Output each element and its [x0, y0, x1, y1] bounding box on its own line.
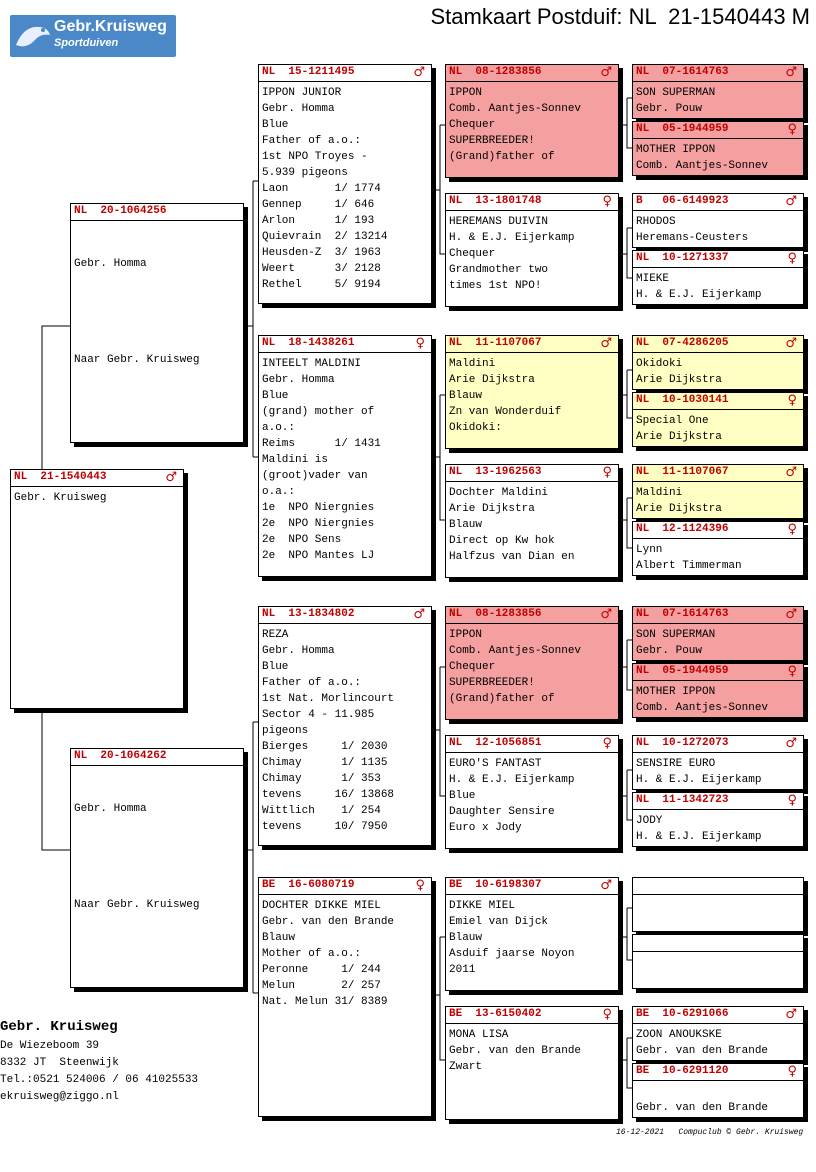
card-line: Blue	[262, 119, 289, 131]
card-line: Blauw	[262, 932, 296, 944]
card-line: IPPON JUNIOR	[262, 87, 342, 99]
card-line: Wittlich 1/ 254	[262, 805, 381, 817]
footer-credit: 16-12-2021 Compuclub © Gebr. Kruisweg	[616, 1128, 804, 1137]
ring-number: NL 11-1107067	[636, 466, 729, 478]
ring-number: NL 13-1801748	[449, 195, 542, 207]
card-line: MOTHER IPPON	[636, 144, 716, 156]
card-line: H. & E.J. Eijerkamp	[449, 232, 575, 244]
ring-number: NL 08-1283856	[449, 608, 542, 620]
card-line: Heusden-Z 3/ 1963	[262, 247, 381, 259]
logo-line1: Gebr.Kruisweg	[54, 18, 167, 35]
card-line: SUPERBREEDER!	[449, 135, 535, 147]
pigeon-card-ggg14[interactable]	[632, 934, 804, 989]
logo-line2: Sportduiven	[54, 37, 119, 49]
card-line: Quievrain 2/ 13214	[262, 231, 388, 243]
pigeon-card-ggg16[interactable]	[632, 1063, 804, 1118]
card-line: Special One	[636, 415, 709, 427]
card-line: (Grand)father of	[449, 151, 555, 163]
card-line: Peronne 1/ 244	[262, 964, 381, 976]
sex-symbol: ♂	[413, 65, 425, 80]
pigeon-card-g1[interactable]	[258, 64, 432, 304]
pigeon-card-ggg11[interactable]	[632, 735, 804, 790]
sex-symbol: ♂	[600, 336, 612, 351]
card-line: (grand) mother of	[262, 406, 375, 418]
card-line: INTEELT MALDINI	[262, 358, 362, 370]
card-line: JODY	[636, 815, 663, 827]
card-line: SON SUPERMAN	[636, 629, 716, 641]
card-line: Gebr. van den Brande	[449, 1045, 582, 1057]
ring-number: NL 13-1834802	[262, 608, 355, 620]
card-line: Nat. Melun 31/ 8389	[262, 996, 388, 1008]
card-line: SENSIRE EURO	[636, 758, 716, 770]
sex-symbol: ♂	[785, 607, 797, 622]
card-line: Maldini is	[262, 454, 329, 466]
card-line: DOCHTER DIKKE MIEL	[262, 900, 381, 912]
sex-symbol: ♂	[785, 465, 797, 480]
card-line: Arie Dijkstra	[449, 503, 535, 515]
pigeon-card-gg1[interactable]	[445, 64, 619, 178]
pigeon-card-gg3[interactable]	[445, 335, 619, 449]
card-line: H. & E.J. Eijerkamp	[636, 831, 762, 843]
pigeon-card-ggg6[interactable]	[632, 392, 804, 447]
card-line: Maldini	[636, 487, 683, 499]
sex-symbol: ♂	[785, 736, 797, 751]
card-line: a.o.:	[262, 422, 296, 434]
card-line: 2e NPO Niergnies	[262, 518, 375, 530]
card-line: Gennep 1/ 646	[262, 199, 375, 211]
card-line: pigeons	[262, 725, 309, 737]
card-line	[74, 849, 240, 865]
card-line	[74, 304, 240, 320]
owner-block	[0, 1019, 198, 1106]
pigeon-card-father[interactable]	[70, 203, 244, 443]
card-line: MOTHER IPPON	[636, 686, 716, 698]
pigeon-card-ggg3[interactable]	[632, 193, 804, 248]
pigeon-card-ggg9[interactable]	[632, 606, 804, 661]
sex-symbol: ♂	[600, 878, 612, 893]
card-line: Comb. Aantjes-Sonnev	[636, 160, 769, 172]
ring-number: NL 11-1107067	[449, 337, 542, 349]
card-line: Maldini	[449, 358, 496, 370]
card-line: 2e NPO Sens	[262, 534, 342, 546]
pigeon-card-ggg10[interactable]	[632, 663, 804, 718]
card-line: 2011	[449, 964, 476, 976]
pigeon-card-gg8[interactable]	[445, 1006, 619, 1120]
card-line	[636, 1084, 800, 1100]
pigeon-card-mother[interactable]	[70, 748, 244, 988]
card-line: Lynn	[636, 544, 663, 556]
pigeon-card-g3[interactable]	[258, 606, 432, 846]
card-line: REZA	[262, 629, 289, 641]
sex-symbol: ♂	[600, 65, 612, 80]
card-line: H. & E.J. Eijerkamp	[636, 289, 762, 301]
pigeon-card-ggg13[interactable]	[632, 877, 804, 932]
card-line: o.a.:	[262, 486, 296, 498]
pigeon-card-g2[interactable]	[258, 335, 432, 577]
card-line: (groot)vader van	[262, 470, 368, 482]
card-line: Zn van Wonderduif	[449, 406, 562, 418]
card-line: Blue	[449, 790, 476, 802]
card-line: IPPON	[449, 629, 483, 641]
sex-symbol: ♀	[415, 336, 425, 351]
card-line: Blue	[262, 661, 289, 673]
owner-phone: Tel.:0521 524006 / 06 41025533	[0, 1074, 199, 1086]
pigeon-card-ggg2[interactable]	[632, 121, 804, 176]
ring-number: NL 05-1944959	[636, 665, 729, 677]
owner-address-line1: De Wiezeboom 39	[0, 1040, 100, 1052]
pigeon-card-gg7[interactable]	[445, 877, 619, 991]
sex-symbol: ♀	[787, 393, 797, 408]
ring-number: NL 12-1056851	[449, 737, 542, 749]
sex-symbol: ♀	[787, 122, 797, 137]
card-line: Gebr. Pouw	[636, 103, 703, 115]
pigeon-card-g4[interactable]	[258, 877, 432, 1117]
card-line: Mother of a.o.:	[262, 948, 362, 960]
card-line: Weert 3/ 2128	[262, 263, 381, 275]
pigeon-card-gg6[interactable]	[445, 735, 619, 849]
sex-symbol: ♀	[602, 194, 612, 209]
card-line: HEREMANS DUIVIN	[449, 216, 549, 228]
ring-number: NL 07-1614763	[636, 608, 729, 620]
card-line: SON SUPERMAN	[636, 87, 716, 99]
card-line: Direct op Kw hok	[449, 535, 555, 547]
card-line: SUPERBREEDER!	[449, 677, 535, 689]
card-line: Blauw	[449, 390, 483, 402]
sex-symbol: ♂	[165, 470, 177, 485]
ring-number: NL 07-1614763	[636, 66, 729, 78]
card-line: Gebr. Homma	[262, 645, 335, 657]
card-line: Dochter Maldini	[449, 487, 549, 499]
sex-symbol: ♀	[602, 1007, 612, 1022]
pigeon-card-gg5[interactable]	[445, 606, 619, 720]
card-line: Chequer	[449, 661, 496, 673]
card-line: 2e NPO Mantes LJ	[262, 550, 375, 562]
card-line: Comb. Aantjes-Sonnev	[636, 702, 769, 714]
sex-symbol: ♂	[600, 607, 612, 622]
pigeon-card-subject[interactable]	[10, 469, 184, 709]
ring-number: NL 12-1124396	[636, 523, 729, 535]
sex-symbol: ♀	[787, 793, 797, 808]
card-line: 1st NPO Troyes -	[262, 151, 368, 163]
ring-number: NL 07-4286205	[636, 337, 729, 349]
owner-name: Gebr. Kruisweg	[0, 1019, 118, 1035]
card-line: Arie Dijkstra	[636, 374, 722, 386]
card-line: Chimay 1/ 1135	[262, 757, 388, 769]
ring-number: NL 20-1064262	[74, 750, 167, 762]
card-line: tevens 16/ 13868	[262, 789, 395, 801]
pigeon-card-ggg7[interactable]	[632, 464, 804, 519]
card-line: MIEKE	[636, 273, 670, 285]
ring-number: NL 10-1271337	[636, 252, 729, 264]
owner-email: ekruisweg@ziggo.nl	[0, 1091, 119, 1103]
card-line: Okidoki:	[449, 422, 502, 434]
card-line: Naar Gebr. Kruisweg	[74, 899, 200, 911]
pigeon-card-ggg4[interactable]	[632, 250, 804, 305]
card-line: Arie Dijkstra	[636, 503, 722, 515]
card-line: Bierges 1/ 2030	[262, 741, 388, 753]
card-line: Arie Dijkstra	[449, 374, 535, 386]
ring-number: NL 05-1944959	[636, 123, 729, 135]
card-line: Zwart	[449, 1061, 483, 1073]
card-line: times 1st NPO!	[449, 280, 542, 292]
card-line: Okidoki	[636, 358, 683, 370]
card-line: Grandmother two	[449, 264, 549, 276]
card-line: Gebr. Homma	[262, 103, 335, 115]
ring-number: NL 08-1283856	[449, 66, 542, 78]
card-line: ZOON ANOUKSKE	[636, 1029, 722, 1041]
card-line: EURO'S FANTAST	[449, 758, 542, 770]
card-line: Blauw	[449, 932, 483, 944]
ring-number: B 06-6149923	[636, 195, 729, 207]
card-line: Gebr. van den Brande	[262, 916, 395, 928]
card-line: Reims 1/ 1431	[262, 438, 381, 450]
card-line: Arlon 1/ 193	[262, 215, 375, 227]
card-line: Blue	[262, 390, 289, 402]
card-line: Gebr. Homma	[74, 258, 147, 270]
sex-symbol: ♂	[785, 1007, 797, 1022]
sex-symbol: ♀	[415, 878, 425, 893]
card-line: Chequer	[449, 248, 496, 260]
ring-number: NL 13-1962563	[449, 466, 542, 478]
ring-number: BE 10-6291120	[636, 1065, 729, 1077]
pigeon-card-gg2[interactable]	[445, 193, 619, 307]
sex-symbol: ♀	[787, 1064, 797, 1079]
ring-number: BE 10-6198307	[449, 879, 542, 891]
card-line: Asduif jaarse Noyon	[449, 948, 575, 960]
ring-number: NL 10-1272073	[636, 737, 729, 749]
card-line: Father of a.o.:	[262, 677, 362, 689]
pigeon-card-ggg12[interactable]	[632, 792, 804, 847]
card-line: Naar Gebr. Kruisweg	[74, 354, 200, 366]
pigeon-card-gg4[interactable]	[445, 464, 619, 578]
sex-symbol: ♂	[785, 194, 797, 209]
card-line: Gebr. Homma	[74, 803, 147, 815]
card-line: Gebr. Kruisweg	[14, 492, 107, 504]
ring-number: NL 11-1342723	[636, 794, 729, 806]
ring-number: NL 18-1438261	[262, 337, 355, 349]
pigeon-card-ggg15[interactable]	[632, 1006, 804, 1061]
card-line: IPPON	[449, 87, 483, 99]
card-line: tevens 10/ 7950	[262, 821, 388, 833]
card-line: Gebr. Pouw	[636, 645, 703, 657]
card-line: Rethel 5/ 9194	[262, 279, 381, 291]
sex-symbol: ♂	[785, 336, 797, 351]
card-line: Albert Timmerman	[636, 560, 742, 572]
card-line: RHODOS	[636, 216, 676, 228]
card-line: Heremans-Ceusters	[636, 232, 749, 244]
ring-number: NL 21-1540443	[14, 471, 107, 483]
card-line: Laon 1/ 1774	[262, 183, 381, 195]
card-line: H. & E.J. Eijerkamp	[449, 774, 575, 786]
card-line: Gebr. van den Brande	[636, 1102, 769, 1114]
page-title: Stamkaart Postduif: NL 21-1540443 M	[430, 4, 810, 29]
sex-symbol: ♀	[787, 251, 797, 266]
ring-number: NL 10-1030141	[636, 394, 729, 406]
card-line: Chimay 1/ 353	[262, 773, 381, 785]
sex-symbol: ♂	[785, 65, 797, 80]
card-line: Chequer	[449, 119, 496, 131]
card-line: H. & E.J. Eijerkamp	[636, 774, 762, 786]
sex-symbol: ♂	[413, 607, 425, 622]
pigeon-card-ggg1[interactable]	[632, 64, 804, 119]
card-line: 1e NPO Niergnies	[262, 502, 375, 514]
card-line: Melun 2/ 257	[262, 980, 381, 992]
card-line: MONA LISA	[449, 1029, 509, 1041]
sex-symbol: ♀	[602, 465, 612, 480]
card-line: Gebr. van den Brande	[636, 1045, 769, 1057]
card-line: Emiel van Dijck	[449, 916, 549, 928]
card-line: Comb. Aantjes-Sonnev	[449, 645, 582, 657]
ring-number: BE 13-6150402	[449, 1008, 542, 1020]
ring-number: NL 15-1211495	[262, 66, 355, 78]
card-line: Sector 4 - 11.985	[262, 709, 375, 721]
card-line: Comb. Aantjes-Sonnev	[449, 103, 582, 115]
card-line: (Grand)father of	[449, 693, 555, 705]
card-line: Gebr. Homma	[262, 374, 335, 386]
card-line: Father of a.o.:	[262, 135, 362, 147]
owner-address-line2: 8332 JT Steenwijk	[0, 1057, 119, 1069]
card-line: Arie Dijkstra	[636, 431, 722, 443]
ring-number: NL 20-1064256	[74, 205, 167, 217]
card-line: Euro x Jody	[449, 822, 522, 834]
card-line: Blauw	[449, 519, 483, 531]
ring-number: BE 16-6080719	[262, 879, 355, 891]
sex-symbol: ♀	[787, 664, 797, 679]
ring-number: BE 10-6291066	[636, 1008, 729, 1020]
pigeon-card-ggg5[interactable]	[632, 335, 804, 390]
card-line: 1st Nat. Morlincourt	[262, 693, 395, 705]
sex-symbol: ♀	[787, 522, 797, 537]
sex-symbol: ♀	[602, 736, 612, 751]
card-line: Daughter Sensire	[449, 806, 555, 818]
card-line: DIKKE MIEL	[449, 900, 516, 912]
card-line: Halfzus van Dian en	[449, 551, 575, 563]
pigeon-card-ggg8[interactable]	[632, 521, 804, 576]
card-line: 5.939 pigeons	[262, 167, 348, 179]
